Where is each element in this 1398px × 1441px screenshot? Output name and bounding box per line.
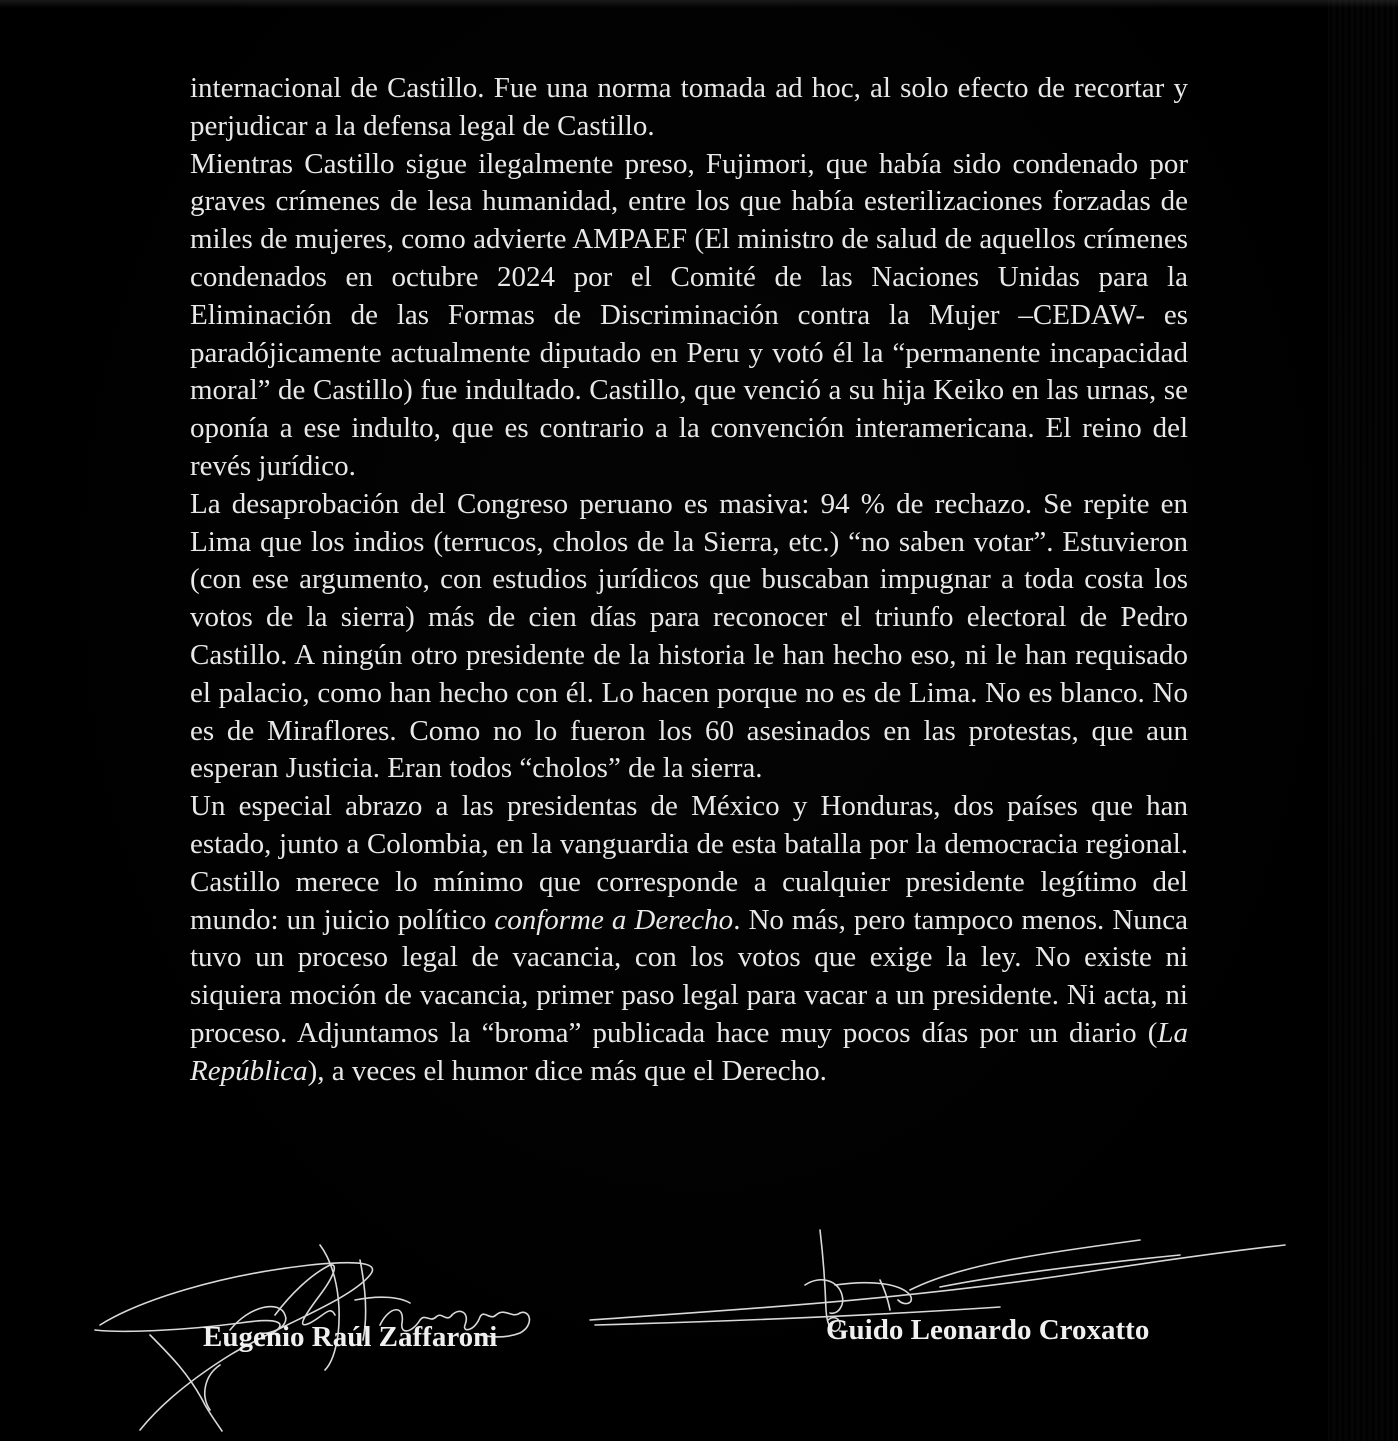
italic-text: conforme a Derecho <box>494 903 734 936</box>
text-run: internacional de Castillo. Fue una norma tomada ad hoc, al solo efecto de recortar y perjudicar a la defensa legal de Castillo. <box>190 72 1188 142</box>
paragraph <box>190 146 1188 486</box>
scan-edge-top <box>0 0 1398 8</box>
signer-name-croxatto: Guido Leonardo Croxatto <box>826 1314 1150 1346</box>
text-run: La desaprobación del Congreso peruano es masiva: 94 % de rechazo. Se repite en Lima que los indios (terrucos, cholos de la Sierra, etc.) “no saben votar”. Estuvieron (con ese argumento, con estudios jurídicos que buscaban impugnar a toda costa los votos de la sierra) más de cien días para reconocer el triunfo electoral de Pedro Castillo. A ningún otro presidente de la historia le han hecho eso, ni le han requisado el palacio, como han hecho con él. Lo hacen porque no es de Lima. No es blanco. No es de Miraflores. Como no lo fueron los 60 asesinados en las protestas, que aun esperan Justicia. Eran todos “cholos” de la sierra. <box>190 487 1188 785</box>
text-run: Un especial abrazo a las presidentas de México y Honduras, dos países que han estado, junto a Colombia, en la vanguardia de esta batalla por la democracia regional. Castillo merece lo mínimo que corresponde a cualquier presidente legítimo del mundo: un juicio político <box>190 790 1188 936</box>
text-run: ), a veces el humor dice más que el Derecho. <box>307 1054 827 1087</box>
text-run: Mientras Castillo sigue ilegalmente preso, Fujimori, que había sido condenado por graves crímenes de lesa humanidad, entre los que había esterilizaciones forzadas de miles de mujeres, como advierte AMPAEF (El ministro de salud de aquellos crímenes condenados en octubre 2024 por el Comité de las Naciones Unidas para la Eliminación de las Formas de Discriminación contra la Mujer –CEDAW- es paradójicamente actualmente diputado en Peru y votó él la “permanente incapacidad moral” de Castillo) fue indultado. Castillo, que venció a su hija Keiko en las urnas, se oponía a ese indulto, que es contrario a la convención interamericana. El reino del revés jurídico. <box>190 147 1188 482</box>
paragraph <box>190 788 1188 1090</box>
paragraph <box>190 486 1188 788</box>
letter-body <box>190 70 1188 1091</box>
text-run: . No más, pero tampoco menos. Nunca tuvo un proceso legal de vacancia, con los votos que exige la ley. No existe ni siquiera moción de vacancia, primer paso legal para vacar a un presidente. Ni acta, ni proceso. Adjuntamos la “broma” publicada hace muy pocos días por un diario ( <box>190 903 1188 1049</box>
signer-name-zaffaroni: Eugenio Raúl Zaffaroni <box>203 1321 498 1353</box>
signature-zaffaroni <box>80 1205 550 1435</box>
paragraph <box>190 70 1188 146</box>
italic-text: La República <box>190 1016 1188 1087</box>
scan-edge-right <box>1328 0 1398 1441</box>
